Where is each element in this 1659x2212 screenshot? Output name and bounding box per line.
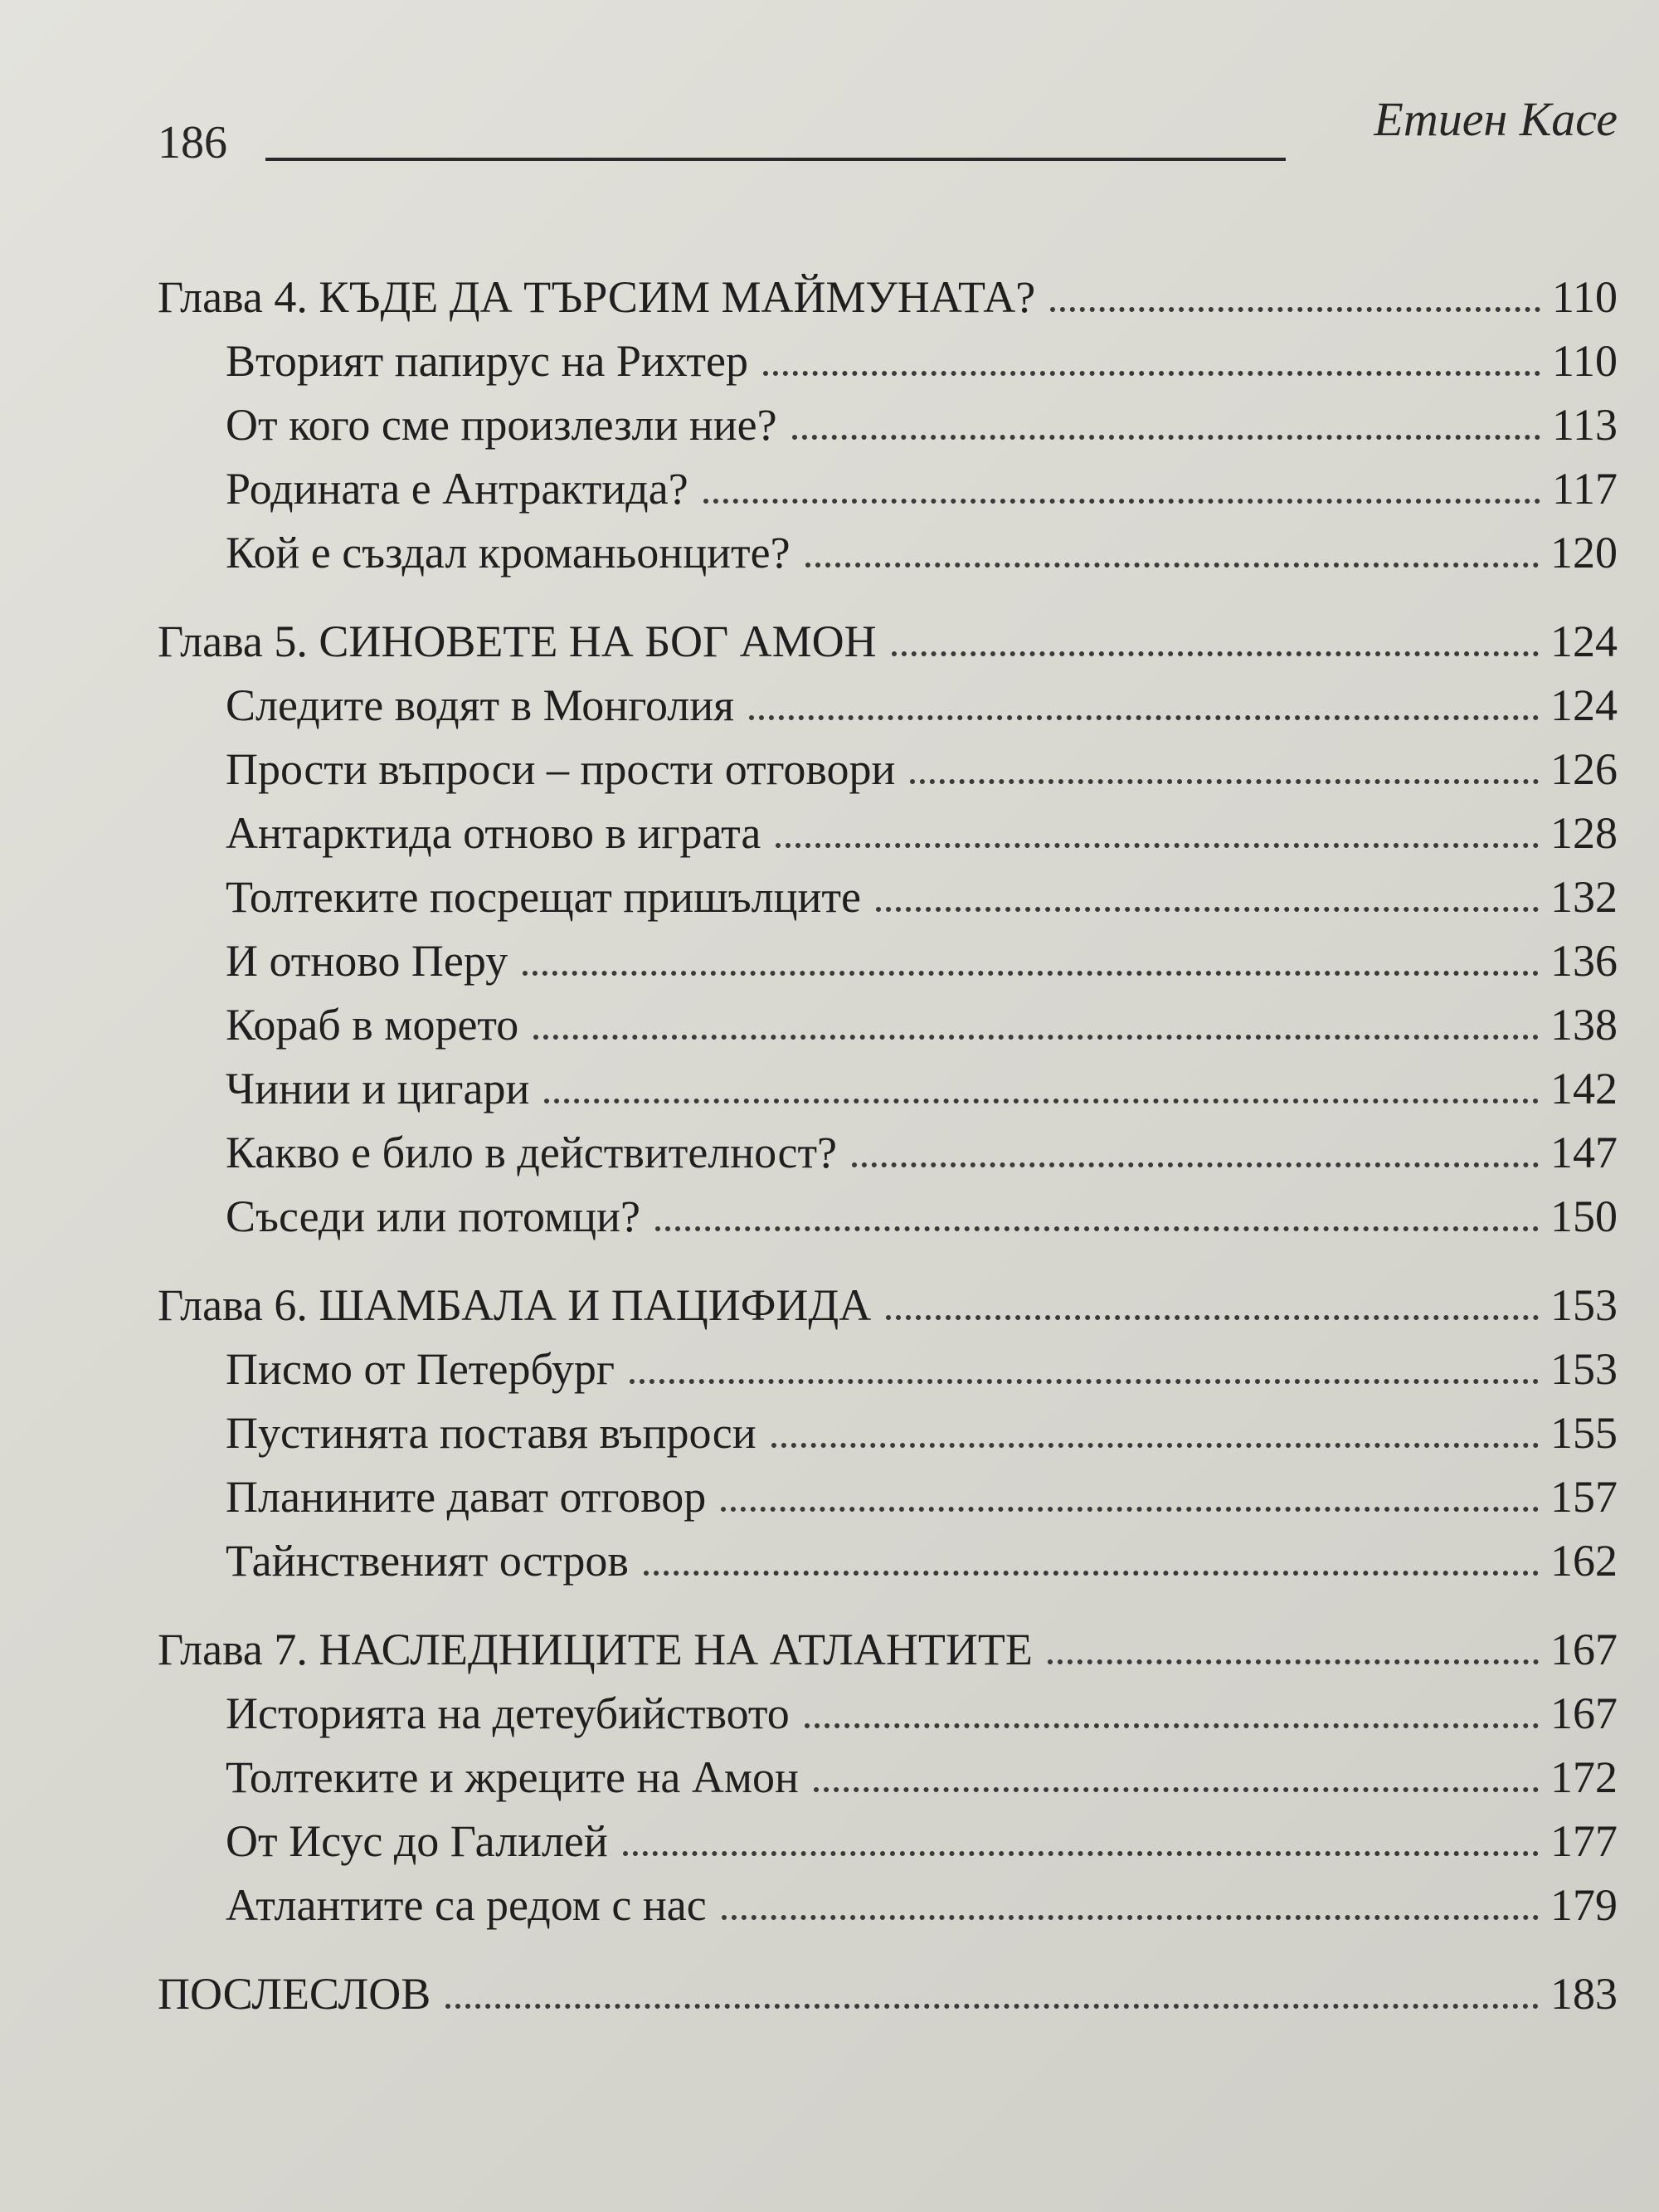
toc-entry-title: Родината е Антрактида? — [226, 464, 688, 514]
toc-section-entry — [158, 1337, 1618, 1401]
toc-entry-title: Пустинята поставя въпроси — [226, 1408, 757, 1458]
toc-dot-leader — [544, 1099, 1539, 1104]
toc-dot-leader — [892, 651, 1539, 656]
toc-entry-page-number: 153 — [1550, 1280, 1618, 1330]
toc-dot-leader — [523, 971, 1539, 976]
toc-section-entry — [158, 1873, 1618, 1937]
toc-dot-leader — [1048, 1659, 1539, 1664]
toc-dot-leader — [1050, 307, 1540, 312]
toc-dot-leader — [852, 1162, 1539, 1167]
toc-entry-title: Антарктида отново в играта — [226, 808, 761, 858]
toc-chapter-entry — [158, 1274, 1618, 1337]
toc-dot-leader — [792, 435, 1540, 440]
toc-entry-page-number: 126 — [1550, 744, 1618, 794]
toc-entry-page-number: 153 — [1550, 1344, 1618, 1394]
toc-section-entry — [158, 993, 1618, 1057]
toc-section-entry — [158, 1185, 1618, 1249]
toc-entry-title: Съседи или потомци? — [226, 1191, 640, 1241]
toc-entry-title: Историята на детеубийството — [226, 1688, 790, 1738]
toc-dot-leader — [630, 1379, 1539, 1384]
toc-entry-page-number: 110 — [1552, 272, 1618, 322]
toc-section-entry — [158, 1746, 1618, 1810]
toc-dot-leader — [814, 1787, 1539, 1792]
table-of-contents — [158, 266, 1618, 2026]
toc-section-entry — [158, 1121, 1618, 1185]
toc-entry-page-number: 120 — [1550, 528, 1618, 577]
toc-section-entry — [158, 1401, 1618, 1465]
toc-entry-title: Прости въпроси – прости отговори — [226, 744, 896, 794]
toc-section-entry — [158, 1810, 1618, 1873]
toc-chapter-entry — [158, 610, 1618, 674]
toc-dot-leader — [886, 1315, 1539, 1320]
header-rule — [265, 158, 1286, 161]
page-number: 186 — [158, 117, 227, 168]
toc-dot-leader — [805, 563, 1539, 568]
toc-dot-leader — [722, 1915, 1539, 1920]
toc-entry-title: Глава 6. ШАМБАЛА И ПАЦИФИДА — [158, 1280, 872, 1330]
toc-entry-title: Следите водят в Монголия — [226, 680, 734, 730]
toc-entry-title: Глава 7. НАСЛЕДНИЦИТЕ НА АТЛАНТИТЕ — [158, 1625, 1033, 1674]
toc-section-entry — [158, 1529, 1618, 1593]
toc-dot-leader — [445, 2004, 1539, 2009]
toc-section-entry — [158, 393, 1618, 457]
toc-entry-page-number: 117 — [1552, 464, 1618, 514]
toc-section-entry — [158, 1682, 1618, 1746]
toc-section-entry — [158, 801, 1618, 865]
toc-entry-title: От кого сме произлезли ние? — [226, 400, 777, 450]
toc-dot-leader — [805, 1723, 1539, 1728]
toc-dot-leader — [623, 1851, 1539, 1856]
toc-chapter-entry — [158, 266, 1618, 329]
toc-entry-page-number: 167 — [1550, 1625, 1618, 1674]
toc-entry-page-number: 150 — [1550, 1191, 1618, 1241]
toc-section-entry — [158, 1057, 1618, 1121]
toc-entry-title: Атлантите са редом с нас — [226, 1880, 707, 1930]
toc-entry-title: Планините дават отговор — [226, 1472, 707, 1522]
toc-entry-title: Толтеките посрещат пришълците — [226, 872, 861, 922]
toc-entry-title: Глава 4. КЪДЕ ДА ТЪРСИМ МАЙМУНАТА? — [158, 272, 1036, 322]
toc-entry-page-number: 124 — [1550, 680, 1618, 730]
toc-entry-title: Чинии и цигари — [226, 1064, 530, 1113]
toc-dot-leader — [703, 499, 1540, 504]
toc-entry-title: И отново Перу — [226, 936, 508, 986]
toc-section-entry — [158, 457, 1618, 521]
toc-dot-leader — [776, 843, 1539, 848]
toc-dot-leader — [533, 1035, 1539, 1040]
running-head-author: Етиен Касе — [1374, 92, 1618, 146]
toc-entry-title: От Исус до Галилей — [226, 1816, 608, 1866]
toc-section-entry — [158, 929, 1618, 993]
toc-dot-leader — [655, 1226, 1539, 1231]
toc-section-entry — [158, 738, 1618, 801]
page-header — [158, 75, 1618, 183]
toc-entry-title: Толтеките и жреците на Амон — [226, 1752, 799, 1802]
toc-entry-page-number: 155 — [1550, 1408, 1618, 1458]
toc-section-entry — [158, 674, 1618, 738]
toc-section-entry — [158, 329, 1618, 393]
toc-entry-page-number: 136 — [1550, 936, 1618, 986]
toc-entry-page-number: 128 — [1550, 808, 1618, 858]
toc-dot-leader — [876, 907, 1539, 912]
toc-entry-page-number: 110 — [1552, 336, 1618, 386]
toc-entry-page-number: 138 — [1550, 1000, 1618, 1050]
toc-section-entry — [158, 521, 1618, 585]
toc-entry-page-number: 132 — [1550, 872, 1618, 922]
toc-entry-title: Писмо от Петербург — [226, 1344, 615, 1394]
toc-entry-page-number: 157 — [1550, 1472, 1618, 1522]
toc-chapter-entry — [158, 1618, 1618, 1682]
toc-dot-leader — [771, 1443, 1539, 1448]
toc-section-entry — [158, 1465, 1618, 1529]
toc-entry-page-number: 142 — [1550, 1064, 1618, 1113]
toc-entry-title: Тайнственият остров — [226, 1536, 629, 1586]
toc-entry-page-number: 179 — [1550, 1880, 1618, 1930]
toc-dot-leader — [644, 1571, 1539, 1576]
toc-dot-leader — [749, 715, 1539, 720]
toc-entry-title: Какво е било в действителност? — [226, 1128, 838, 1177]
toc-entry-page-number: 147 — [1550, 1128, 1618, 1177]
toc-entry-title: Кой е създал кроманьонците? — [226, 528, 791, 577]
toc-entry-page-number: 113 — [1552, 400, 1618, 450]
toc-entry-page-number: 172 — [1550, 1752, 1618, 1802]
toc-entry-title: Кораб в морето — [226, 1000, 519, 1050]
toc-entry-title: ПОСЛЕСЛОВ — [158, 1969, 431, 2019]
toc-entry-title: Вторият папирус на Рихтер — [226, 336, 748, 386]
toc-dot-leader — [721, 1507, 1539, 1512]
toc-entry-page-number: 177 — [1550, 1816, 1618, 1866]
toc-section-entry — [158, 865, 1618, 929]
toc-entry-page-number: 162 — [1550, 1536, 1618, 1586]
toc-entry-title: Глава 5. СИНОВЕТЕ НА БОГ АМОН — [158, 616, 877, 666]
toc-entry-page-number: 183 — [1550, 1969, 1618, 2019]
toc-dot-leader — [910, 779, 1539, 784]
toc-chapter-entry — [158, 1962, 1618, 2026]
toc-dot-leader — [763, 371, 1540, 376]
toc-entry-page-number: 167 — [1550, 1688, 1618, 1738]
toc-entry-page-number: 124 — [1550, 616, 1618, 666]
